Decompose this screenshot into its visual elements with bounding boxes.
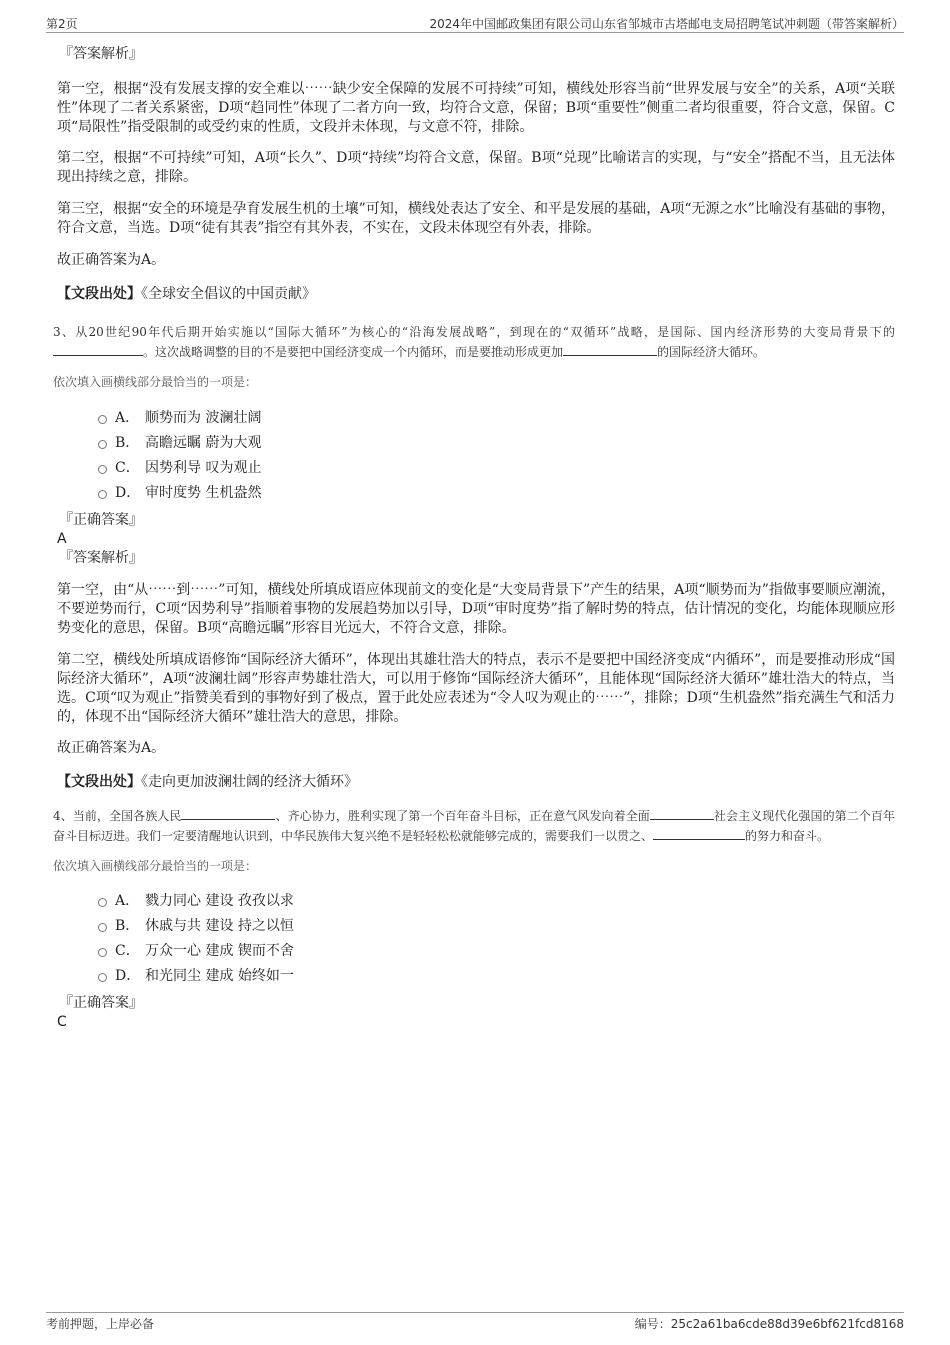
option-text: 审时度势 生机盎然 — [145, 485, 262, 501]
q4-stem-part-2: 、齐心协力，胜利实现了第一个百年奋斗目标，正在意气风发向着全面 — [275, 809, 650, 823]
q3-analysis-para-1: 第一空，由“从⋯⋯到⋯⋯”可知，横线处所填成语应体现前文的变化是“大变局背景下”产生的结果，A项“顺势而为”指做事要顺应潮流，不要逆势而行，C项“因势利导”指顺着事物的发展趋势加以引导，D项“审时度势”指了解时势的特点，估计情况的变化，均能体现顺应形势变化的意思，保留。B项“高瞻远瞩”形容目光远大，不符合文意，排除。 — [57, 582, 895, 636]
q3-stem-part-1: 3、从20世纪90年代后期开始实施以“国际大循环”为核心的“沿海发展战略”，到现在的“双循环”战略，是国际、国内经济形势的大变局背景下的 — [53, 325, 895, 339]
q3-source — [57, 772, 895, 792]
page-number: 第2页 — [46, 17, 78, 31]
option-text: 和光同尘 建成 始终如一 — [145, 968, 294, 984]
q3-answer-label: 『正确答案』 — [59, 512, 143, 528]
q3-prompt: 依次填入画横线部分最恰当的一项是： — [53, 375, 258, 389]
document-title: 2024年中国邮政集团有限公司山东省邹城市古塔邮电支局招聘笔试冲刺题（带答案解析） — [429, 17, 904, 31]
radio-icon[interactable] — [98, 898, 107, 907]
option-letter: C． — [115, 460, 140, 476]
q3-options — [57, 406, 895, 506]
q4-prompt: 依次填入画横线部分最恰当的一项是： — [53, 859, 258, 873]
q3-source-label: 【文段出处】 — [57, 774, 141, 790]
q4-stem-part-3: 社会主义现代化强国的第二个百年奋斗目标迈进。我们一定要清醒地认识到，中华民族伟大复兴绝不是轻轻松松就能够完成的，需要我们一以贯之、 — [53, 809, 895, 843]
q2-conclusion: 故正确答案为A。 — [57, 252, 166, 268]
document-id-value: 25c2a61ba6cde88d39e6bf621fcd8168 — [670, 1317, 904, 1331]
q3-stem-part-3: 的国际经济大循环。 — [657, 345, 766, 359]
q3-analysis-para-2: 第二空，横线处所填成语修饰“国际经济大循环”，体现出其雄壮浩大的特点，表示不是要把中国经济变成“内循环”，而是要推动形成“国际经济大循环”，A项“波澜壮阔”形容声势雄壮浩大，可以用于修饰“国际经济大循环”，且能体现“国际经济大循环”雄壮浩大的特点，当选。C项“叹为观止”指赞美看到的事物好到了极点，置于此处应表述为“令人叹为观止的⋯⋯”，排除；D项“生机盎然”指充满生气和活力的，体现不出“国际经济大循环”雄壮浩大的意思，排除。 — [57, 652, 895, 725]
q3-stem-part-2: 。这次战略调整的目的不是要把中国经济变成一个内循环，而是要推动形成更加 — [143, 345, 564, 359]
option-text: 戮力同心 建设 孜孜以求 — [145, 893, 294, 909]
footer-slogan: 考前押题，上岸必备 — [46, 1317, 155, 1331]
q2-analysis-label: 『答案解析』 — [59, 46, 143, 62]
q4-option-a[interactable] — [57, 889, 895, 914]
q3-blank-1 — [53, 343, 143, 356]
q4-answer: C — [57, 1014, 67, 1030]
option-text: 万众一心 建成 锲而不舍 — [145, 943, 294, 959]
radio-icon[interactable] — [98, 465, 107, 474]
q2-analysis-para-3: 第三空，根据“安全的环境是孕育发展生机的土壤”可知，横线处表达了安全、和平是发展的基础，A项“无源之水”比喻没有基础的事物，符合文意，当选。D项“徒有其表”指空有其外表，不实在，文段未体现空有外表，排除。 — [57, 201, 895, 236]
q3-answer: A — [57, 531, 67, 547]
q2-source-title: 《全球安全倡议的中国贡献》 — [141, 286, 316, 302]
option-text: 休戚与共 建设 持之以恒 — [145, 918, 294, 934]
page-footer — [46, 1312, 904, 1331]
q4-stem-part-4: 的努力和奋斗。 — [745, 829, 830, 843]
q3-option-d[interactable] — [57, 481, 895, 506]
q2-analysis-para-1: 第一空，根据“没有发展支撑的安全难以⋯⋯缺少安全保障的发展不可持续”可知，横线处形容当前“世界发展与安全”的关系，A项“关联性”体现了二者关系紧密，D项“趋同性”体现了二者方向一致，均符合文意，保留；B项“重要性”侧重二者均很重要，符合文意，保留。C项“局限性”指受限制的或受约束的性质，文段并未体现，与文意不符，排除。 — [57, 81, 896, 135]
q3-option-c[interactable] — [57, 456, 895, 481]
option-letter: B． — [115, 435, 140, 451]
radio-icon[interactable] — [98, 973, 107, 982]
q4-option-d[interactable] — [57, 964, 895, 989]
q2-source — [57, 284, 895, 304]
document-id — [635, 1315, 904, 1332]
q2-analysis-para-2: 第二空，根据“不可持续”可知，A项“长久”、D项“持续”均符合文意，保留。B项“兑现”比喻诺言的实现，与“安全”搭配不当，且无法体现出持续之意，排除。 — [57, 150, 895, 185]
option-letter: C． — [115, 943, 140, 959]
q4-option-c[interactable] — [57, 939, 895, 964]
q3-option-b[interactable] — [57, 431, 895, 456]
option-letter: D． — [115, 485, 141, 501]
radio-icon[interactable] — [98, 440, 107, 449]
option-letter: A． — [115, 893, 140, 909]
radio-icon[interactable] — [98, 490, 107, 499]
option-letter: D． — [115, 968, 141, 984]
q4-blank-1 — [181, 807, 275, 820]
option-text: 高瞻远瞩 蔚为大观 — [145, 435, 262, 451]
q3-source-title: 《走向更加波澜壮阔的经济大循环》 — [141, 774, 358, 790]
document-id-label: 编号： — [634, 1317, 671, 1331]
radio-icon[interactable] — [98, 948, 107, 957]
page-content — [53, 44, 896, 1031]
option-letter: A． — [115, 410, 140, 426]
q4-stem-part-1: 4、当前，全国各族人民 — [53, 809, 182, 823]
q4-blank-3 — [653, 827, 745, 840]
q3-stem — [53, 322, 895, 362]
radio-icon[interactable] — [98, 415, 107, 424]
q3-option-a[interactable] — [57, 406, 895, 431]
radio-icon[interactable] — [98, 923, 107, 932]
q3-blank-2 — [563, 343, 657, 356]
q4-stem — [53, 806, 895, 846]
q3-conclusion: 故正确答案为A。 — [57, 740, 166, 756]
q4-answer-label: 『正确答案』 — [59, 995, 143, 1011]
q3-analysis-label: 『答案解析』 — [59, 550, 143, 566]
q2-source-label: 【文段出处】 — [57, 286, 141, 302]
q4-blank-2 — [650, 807, 714, 820]
option-text: 因势利导 叹为观止 — [145, 460, 262, 476]
page-header — [46, 14, 904, 33]
option-text: 顺势而为 波澜壮阔 — [145, 410, 262, 426]
q4-options — [57, 889, 895, 989]
option-letter: B． — [115, 918, 140, 934]
q4-option-b[interactable] — [57, 914, 895, 939]
